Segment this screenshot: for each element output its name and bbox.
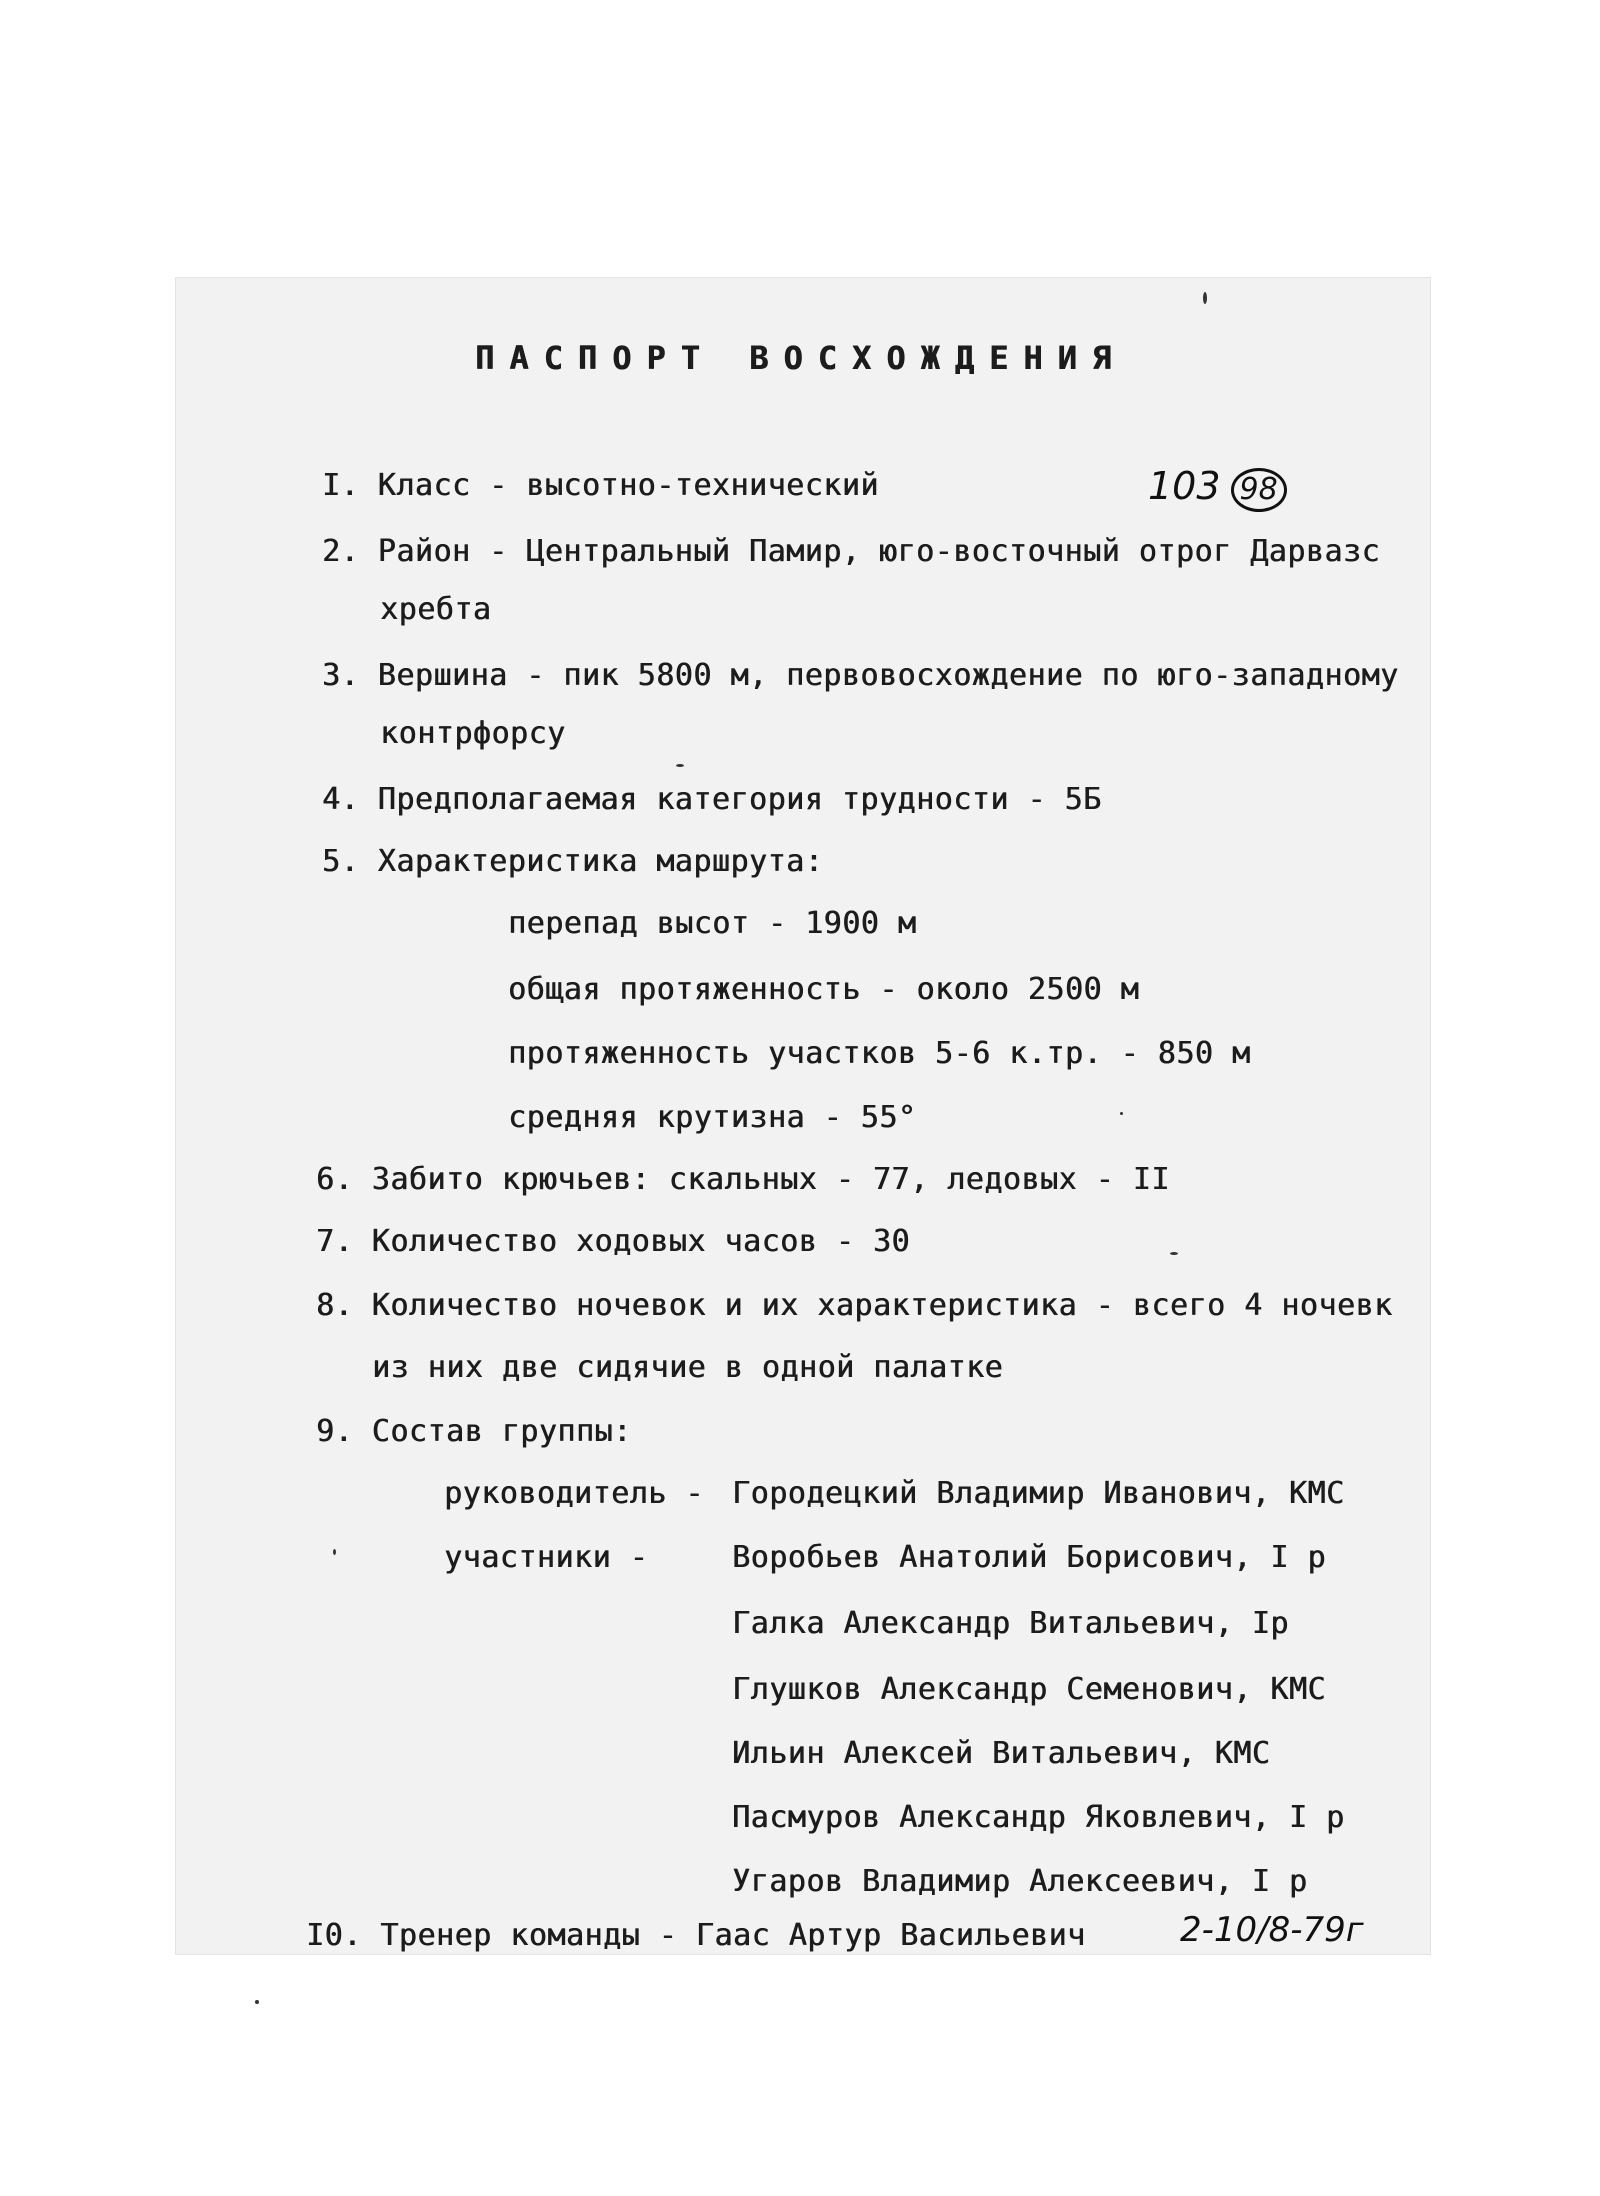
handwritten-date-note: 2-10/8-79г <box>1180 1910 1364 1950</box>
item-3-summit: 3. Вершина - пик 5800 м, первовосхождение по юго-западному <box>322 658 1399 693</box>
item-10-coach: I0. Тренер команды - Гаас Артур Васильевич <box>306 1918 1086 1953</box>
member-row: Ильин Алексей Витальевич, КМС <box>732 1736 1271 1771</box>
scan-speck <box>1203 292 1207 304</box>
member-row: Глушков Александр Семенович, КМС <box>732 1672 1326 1707</box>
scan-speck <box>676 764 684 767</box>
item-2-region: 2. Район - Центральный Памир, юго-восточный отрог Дарвазс <box>322 534 1381 569</box>
item-3-summit-cont: контрфорсу <box>380 716 566 751</box>
item-4-category: 4. Предполагаемая категория трудности - 5Б <box>322 782 1102 817</box>
route-elevation-drop: перепад высот - 1900 м <box>508 906 917 941</box>
page-number-text: 103 <box>1148 464 1221 508</box>
route-hard-sections: протяженность участков 5-6 к.тр. - 850 м <box>508 1036 1251 1071</box>
scan-speck <box>333 1549 336 1555</box>
item-9-team: 9. Состав группы: <box>316 1414 632 1449</box>
document-sheet <box>176 278 1430 1954</box>
item-2-region-cont: хребта <box>380 592 492 627</box>
route-average-steepness: средняя крутизна - 55° <box>508 1100 917 1135</box>
route-total-length: общая протяженность - около 2500 м <box>508 972 1140 1007</box>
leader-label: руководитель - <box>444 1476 704 1511</box>
leader-name: Городецкий Владимир Иванович, КМС <box>732 1476 1345 1511</box>
scan-speck <box>255 2000 259 2004</box>
item-5-route: 5. Характеристика маршрута: <box>322 844 824 879</box>
scan-speck <box>1170 1252 1178 1255</box>
scan-speck <box>1120 1112 1123 1115</box>
page-title: ПАСПОРТ ВОСХОЖДЕНИЯ <box>475 339 1127 377</box>
circled-page-number: 98 <box>1231 468 1287 512</box>
item-6-pitons: 6. Забито крючьев: скальных - 77, ледовых - II <box>316 1162 1170 1197</box>
item-8-bivouacs-cont: из них две сидячие в одной палатке <box>372 1350 1004 1385</box>
member-row: Воробьев Анатолий Борисович, I р <box>732 1540 1326 1575</box>
members-label: участники - <box>444 1540 649 1575</box>
member-row: Угаров Владимир Алексеевич, I р <box>732 1864 1308 1899</box>
handwritten-page-number <box>1148 464 1287 512</box>
item-8-bivouacs: 8. Количество ночевок и их характеристика - всего 4 ночевк <box>316 1288 1393 1323</box>
member-row: Пасмуров Александр Яковлевич, I р <box>732 1800 1345 1835</box>
item-1-class: I. Класс - высотно-технический <box>322 468 879 503</box>
member-row: Галка Александр Витальевич, Iр <box>732 1606 1289 1641</box>
item-7-hours: 7. Количество ходовых часов - 30 <box>316 1224 910 1259</box>
